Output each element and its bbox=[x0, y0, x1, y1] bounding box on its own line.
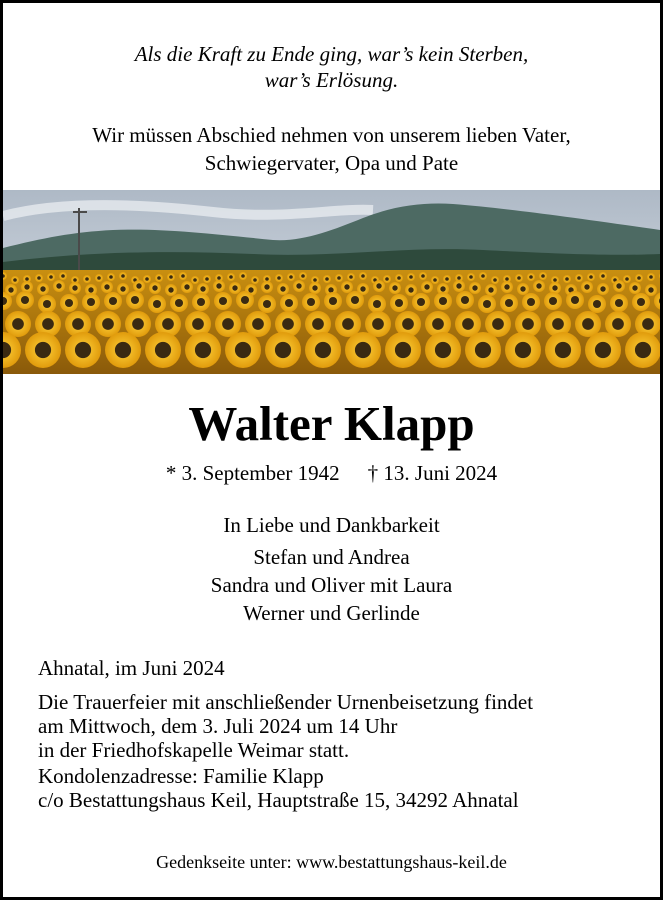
sunflower-center bbox=[301, 274, 305, 278]
mourner-name: Sandra und Oliver mit Laura bbox=[210, 573, 453, 597]
sunflower-center bbox=[600, 286, 605, 291]
sunflower-center bbox=[439, 297, 447, 305]
sunflower-center bbox=[351, 296, 359, 304]
sunflower-center bbox=[175, 299, 183, 307]
sunflower-center bbox=[307, 298, 315, 306]
sunflower-center bbox=[360, 286, 365, 291]
sunflower-center bbox=[373, 300, 381, 308]
sunflower-center bbox=[571, 296, 579, 304]
sunflower-center bbox=[637, 276, 641, 280]
sunflower-center bbox=[155, 342, 171, 358]
sunflower-center bbox=[462, 318, 474, 330]
sunflower-center bbox=[648, 287, 653, 292]
mourner-name: Stefan und Andrea bbox=[253, 545, 410, 569]
sunflower-center bbox=[472, 285, 477, 290]
sunflower-center bbox=[87, 298, 95, 306]
sunflower-center bbox=[109, 275, 113, 279]
sunflower-center bbox=[241, 296, 249, 304]
sunflower-center bbox=[421, 274, 425, 278]
sunflower-center bbox=[312, 318, 324, 330]
sunflower-center bbox=[40, 286, 45, 291]
sunflower-center bbox=[589, 275, 593, 279]
sunflower-center bbox=[483, 300, 491, 308]
sunflower-center bbox=[435, 342, 451, 358]
mourners-heading: In Liebe und Dankbarkeit bbox=[223, 513, 440, 537]
sunflower-center bbox=[263, 300, 271, 308]
sunflower-center bbox=[584, 284, 589, 289]
intro-line-2: Schwiegervater, Opa und Pate bbox=[204, 151, 459, 175]
sunflower-center bbox=[241, 274, 245, 278]
sunflower-center bbox=[440, 286, 445, 291]
ceremony-info bbox=[38, 690, 638, 762]
sunflower-center bbox=[313, 278, 317, 282]
sunflower-center bbox=[184, 284, 189, 289]
sunflower-center bbox=[402, 318, 414, 330]
sunflower-center bbox=[344, 284, 349, 289]
sunflower-center bbox=[8, 287, 13, 292]
deceased-name: Walter Klapp bbox=[188, 396, 475, 451]
sunflower-center bbox=[282, 318, 294, 330]
sunflower-center bbox=[145, 277, 149, 281]
sunflower-center bbox=[505, 299, 513, 307]
sunflower-center bbox=[385, 277, 389, 281]
sunflower-center bbox=[555, 342, 571, 358]
sunflower-center bbox=[72, 318, 84, 330]
sunflower-center bbox=[552, 285, 557, 290]
sunflower-center bbox=[582, 318, 594, 330]
sunflower-center bbox=[65, 299, 73, 307]
sunflower-center bbox=[168, 287, 173, 292]
mourner-name: Werner und Gerlinde bbox=[243, 601, 420, 625]
death-date: † 13. Juni 2024 bbox=[367, 461, 498, 485]
sunflower-center bbox=[424, 284, 429, 289]
sunflower-center bbox=[312, 285, 317, 290]
quote-line-1: Als die Kraft zu Ende ging, war’s kein Sterben, bbox=[134, 42, 529, 66]
sunflower-center bbox=[504, 284, 509, 289]
sunflower-center bbox=[88, 287, 93, 292]
sunflower-center bbox=[577, 276, 581, 280]
sunflower-center bbox=[162, 318, 174, 330]
sunflower-center bbox=[469, 275, 473, 279]
sunflower-center bbox=[73, 278, 77, 282]
sunflower-center bbox=[157, 276, 161, 280]
sunflower-center bbox=[315, 342, 331, 358]
sunflower-center bbox=[553, 278, 557, 282]
sunflower-center bbox=[131, 296, 139, 304]
sunflower-center bbox=[205, 277, 209, 281]
sunflower-center bbox=[72, 285, 77, 290]
sunflower-center bbox=[275, 342, 291, 358]
sunflower-center bbox=[13, 278, 17, 282]
memorial-page-link[interactable]: Gedenkseite unter: www.bestattungshaus-keil.de bbox=[156, 852, 507, 872]
sunflower-center bbox=[21, 296, 29, 304]
sunflower-center bbox=[132, 318, 144, 330]
ceremony-line: am Mittwoch, dem 3. Juli 2024 um 14 Uhr bbox=[38, 714, 398, 738]
sunflower-center bbox=[222, 318, 234, 330]
sunflower-center bbox=[376, 283, 381, 288]
place-date: Ahnatal, im Juni 2024 bbox=[38, 656, 225, 680]
sunflower-center bbox=[601, 274, 605, 278]
sunflower-center bbox=[195, 342, 211, 358]
sunflower-center bbox=[632, 285, 637, 290]
address-line: Kondolenzadresse: Familie Klapp bbox=[38, 764, 324, 788]
sunflower-center bbox=[136, 283, 141, 288]
sunflower-center bbox=[529, 275, 533, 279]
sunflower-center bbox=[408, 287, 413, 292]
sunflower-center bbox=[397, 276, 401, 280]
sunflower-center bbox=[153, 300, 161, 308]
sunflower-center bbox=[433, 278, 437, 282]
sunflower-center bbox=[637, 298, 645, 306]
sunflower-center bbox=[505, 277, 509, 281]
sunflower-center bbox=[104, 284, 109, 289]
sunflower-center bbox=[612, 318, 624, 330]
sunflower-center bbox=[432, 318, 444, 330]
sunflower-center bbox=[197, 298, 205, 306]
sunflower-center bbox=[109, 297, 117, 305]
sunflower-center bbox=[642, 318, 654, 330]
sunflower-center bbox=[235, 342, 251, 358]
sunflower-center bbox=[325, 277, 329, 281]
sunflower-center bbox=[42, 318, 54, 330]
sunflower-center bbox=[329, 297, 337, 305]
sunflower-center bbox=[35, 342, 51, 358]
sunflower-center bbox=[285, 299, 293, 307]
sunflower-center bbox=[219, 297, 227, 305]
sunflower-center bbox=[349, 275, 353, 279]
sunflower-center bbox=[337, 276, 341, 280]
sunflower-center bbox=[61, 274, 65, 278]
sunflower-center bbox=[43, 300, 51, 308]
sunflower-center bbox=[461, 296, 469, 304]
sunflower-center bbox=[565, 277, 569, 281]
sunflower-center bbox=[456, 283, 461, 288]
sunflower-center bbox=[200, 286, 205, 291]
sunflower-center bbox=[475, 342, 491, 358]
sunflower-center bbox=[248, 287, 253, 292]
sunflower-center bbox=[217, 276, 221, 280]
sunflower-center bbox=[527, 298, 535, 306]
sunflower-center bbox=[395, 299, 403, 307]
ceremony-line: in der Friedhofskapelle Weimar statt. bbox=[38, 738, 350, 762]
sunflower-center bbox=[280, 286, 285, 291]
sunflower-center bbox=[12, 318, 24, 330]
sunflower-center bbox=[615, 299, 623, 307]
sunflower-center bbox=[277, 276, 281, 280]
sunflower-center bbox=[229, 275, 233, 279]
sunflower-center bbox=[372, 318, 384, 330]
sunflower-center bbox=[625, 277, 629, 281]
sunflower-center bbox=[264, 284, 269, 289]
sunflower-center bbox=[192, 318, 204, 330]
intro-line-1: Wir müssen Abschied nehmen von unserem lieben Vater, bbox=[92, 123, 571, 147]
sunflower-center bbox=[97, 276, 101, 280]
address-line: c/o Bestattungshaus Keil, Hauptstraße 15, 34292 Ahnatal bbox=[38, 788, 519, 812]
sunflower-center bbox=[102, 318, 114, 330]
sunflower-center bbox=[392, 285, 397, 290]
sunflower-center bbox=[75, 342, 91, 358]
sunflower-center bbox=[488, 287, 493, 292]
ceremony-line: Die Trauerfeier mit anschließender Urnenbeisetzung findet bbox=[38, 690, 534, 714]
sunflower-center bbox=[541, 274, 545, 278]
sunflower-center bbox=[635, 342, 651, 358]
sunflower-center bbox=[616, 283, 621, 288]
sunflower-center bbox=[552, 318, 564, 330]
sunflower-center bbox=[37, 276, 41, 280]
sunflower-center bbox=[409, 275, 413, 279]
sunflower-center bbox=[85, 277, 89, 281]
sunflower-center bbox=[328, 287, 333, 292]
sunflower-center bbox=[25, 277, 29, 281]
sunflower-center bbox=[549, 297, 557, 305]
sunflower-center bbox=[24, 284, 29, 289]
sunflower-center bbox=[536, 283, 541, 288]
sunflower-center bbox=[216, 283, 221, 288]
life-dates bbox=[3, 459, 660, 487]
sunflower-center bbox=[289, 275, 293, 279]
sunflower-center bbox=[522, 318, 534, 330]
sunflower-center bbox=[342, 318, 354, 330]
mourners bbox=[3, 511, 660, 627]
sunflower-center bbox=[593, 300, 601, 308]
sunflower-center bbox=[252, 318, 264, 330]
sunflower-center bbox=[395, 342, 411, 358]
sunflower-center bbox=[445, 277, 449, 281]
sunflower-center bbox=[49, 275, 53, 279]
sunflower-center bbox=[481, 274, 485, 278]
sunflower-center bbox=[492, 318, 504, 330]
sunflower-center bbox=[520, 286, 525, 291]
sunflower-center bbox=[493, 278, 497, 282]
sunflower-center bbox=[457, 276, 461, 280]
sunflower-center bbox=[121, 274, 125, 278]
sunflower-center bbox=[253, 278, 257, 282]
sunflower-center bbox=[649, 275, 653, 279]
sunflower-center bbox=[115, 342, 131, 358]
sunflower-center bbox=[120, 286, 125, 291]
birth-date: * 3. September 1942 bbox=[165, 461, 340, 485]
quote bbox=[3, 41, 660, 93]
sunflower-center bbox=[595, 342, 611, 358]
quote-line-2: war’s Erlösung. bbox=[264, 68, 399, 92]
sunflower-center bbox=[193, 278, 197, 282]
sunflower-center bbox=[296, 283, 301, 288]
sunflower-field-photo bbox=[3, 190, 660, 374]
sunflower-center bbox=[232, 285, 237, 290]
sunflower-center bbox=[152, 285, 157, 290]
sunflower-center bbox=[355, 342, 371, 358]
intro-text bbox=[3, 121, 660, 177]
sunflower-center bbox=[265, 277, 269, 281]
condolence-address bbox=[38, 764, 638, 812]
sunflower-center bbox=[417, 298, 425, 306]
sunflower-center bbox=[361, 274, 365, 278]
sunflower-center bbox=[169, 275, 173, 279]
sunflower-center bbox=[181, 274, 185, 278]
sunflower-center bbox=[56, 283, 61, 288]
sunflower-center bbox=[517, 276, 521, 280]
sunflower-center bbox=[515, 342, 531, 358]
